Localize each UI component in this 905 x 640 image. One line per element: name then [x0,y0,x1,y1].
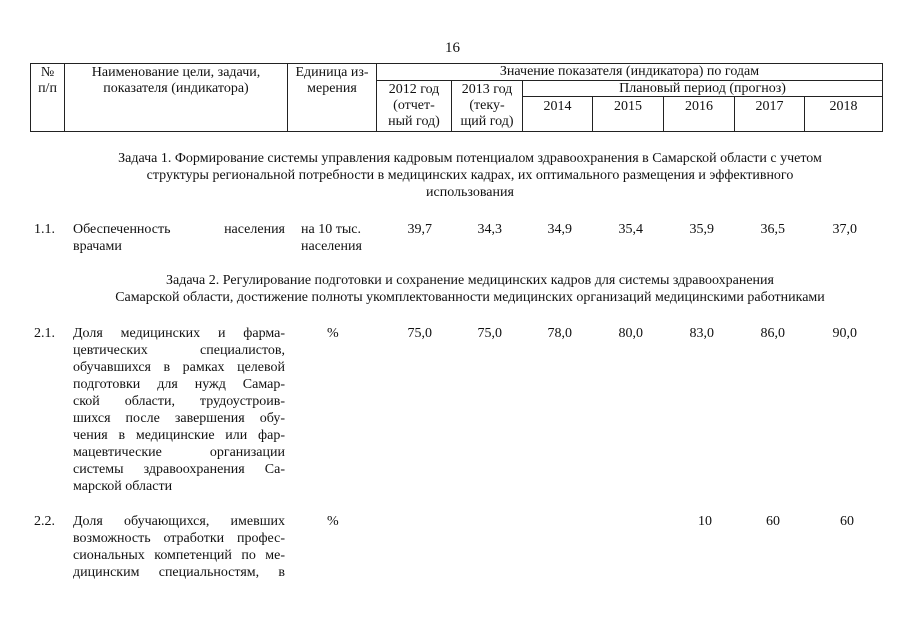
value-2018: 90,0 [832,326,857,341]
row-number: 2.2. [34,514,55,529]
header-col-name: Наименование цели, задачи, показателя (индикатора) [91,65,261,96]
header-col-values: Значение показателя (индикатора) по годам [499,64,760,79]
indicator-name: Доля обучающихся, имевших возможность отработки профес- сиональных компетенций по ме- дицинским специальностям, в [73,514,285,580]
header-col-unit: Единица из- мерения [295,65,369,96]
value-2012: 75,0 [407,326,432,341]
value-2014: 78,0 [547,326,572,341]
value-2016: 10 [698,514,712,529]
unit: % [327,514,339,529]
header-col-2012: 2012 год (отчет- ный год) [388,82,440,129]
value-2016: 83,0 [689,326,714,341]
page-number: 16 [445,40,460,56]
value-2015: 80,0 [618,326,643,341]
task-1-title: Задача 1. Формирование системы управления кадровым потенциалом здравоохранения в Самарской области с учетом структуры региональной потребности в медицинских кадрах, их оптимального размещения и эффективного использования [118,151,822,200]
header-col-2013: 2013 год (теку- щий год) [460,82,514,129]
value-2018: 37,0 [832,222,857,237]
task-2-title: Задача 2. Регулирование подготовки и сохранение медицинских кадров для системы здравоохранения Самарской области, достижение полноты укомплектованности медицинских организаций медицинскими работниками [115,273,825,305]
header-col-no: № п/п [38,65,57,96]
value-2013: 34,3 [477,222,502,237]
row-number: 1.1. [34,222,55,237]
value-2016: 35,9 [689,222,714,237]
header-year-2018: 2018 [829,99,858,114]
value-2015: 35,4 [618,222,643,237]
unit: на 10 тыс. населения [301,222,362,254]
header-year-2017: 2017 [755,99,784,114]
value-2017: 60 [766,514,780,529]
header-planned-period: Плановый период (прогноз) [619,81,786,96]
unit: % [327,326,339,341]
header-year-2015: 2015 [614,99,642,114]
value-2017: 86,0 [760,326,785,341]
table-header [30,63,883,132]
header-year-2014: 2014 [543,99,572,114]
header-year-2016: 2016 [685,99,713,114]
indicator-name: Доля медицинских и фарма- цевтических специалистов, обучавшихся в рамках целевой подготовки для нужд Самар- ской области, трудоустроив- шихся после завершения обу- чения в медицинские или фар- мацевтические организации системы здравоохранения Са- марской области [73,326,285,494]
value-2014: 34,9 [547,222,572,237]
value-2018: 60 [840,514,854,529]
indicator-name: Обеспеченность населения врачами [73,222,285,254]
value-2017: 36,5 [760,222,785,237]
value-2013: 75,0 [477,326,502,341]
row-number: 2.1. [34,326,55,341]
value-2012: 39,7 [407,222,432,237]
